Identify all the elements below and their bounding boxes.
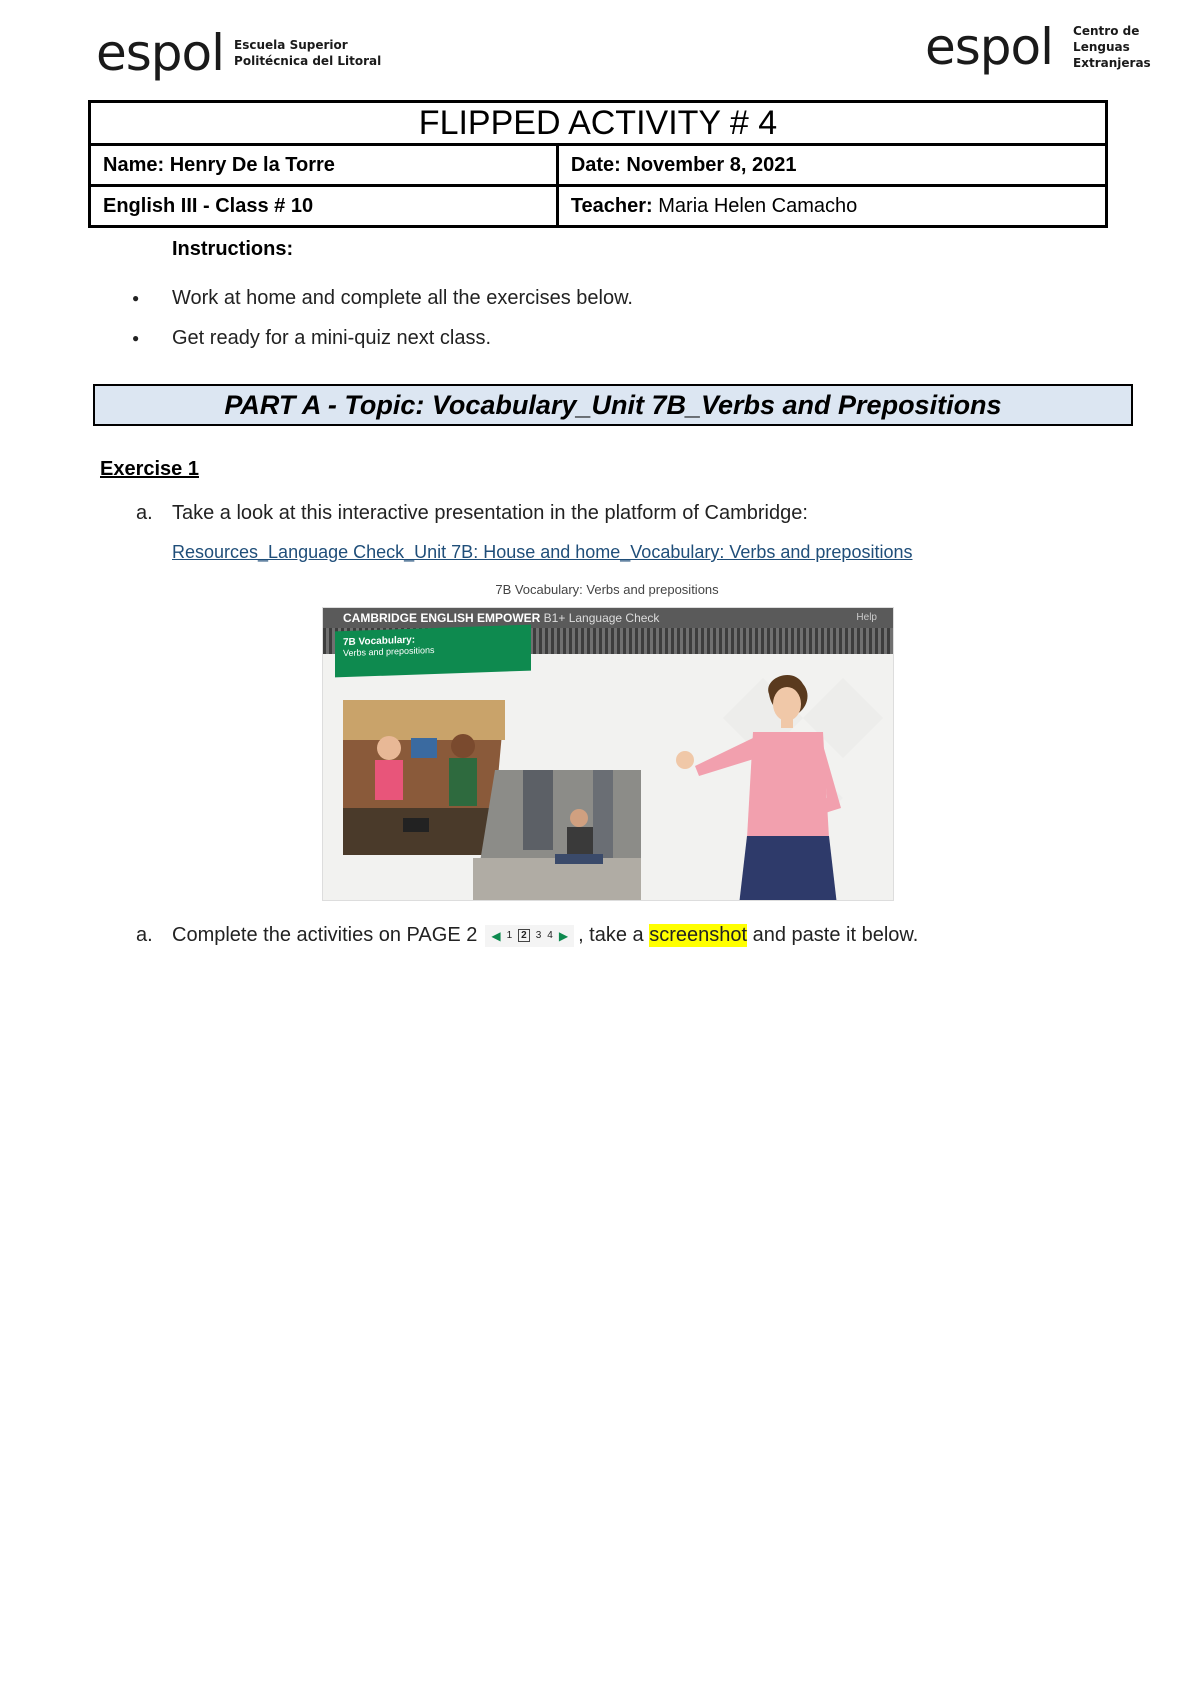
prev-arrow-icon: ◀ (491, 928, 501, 943)
pager-page: 1 (506, 930, 513, 941)
street-photo (473, 770, 641, 900)
list-item: ● Work at home and complete all the exercises below. (132, 286, 633, 326)
highlighted-word: screenshot (649, 924, 748, 946)
step-text: , take a (578, 924, 650, 946)
espol-wordmark: espol (96, 24, 225, 82)
pager-page: 3 (535, 930, 542, 941)
screenshot-caption: 7B Vocabulary: Verbs and prepositions (495, 582, 719, 597)
step-text: and paste it below. (747, 924, 919, 946)
exercise-heading: Exercise 1 (100, 458, 199, 480)
step-marker: a. (136, 502, 153, 524)
step-text: Complete the activities on PAGE 2 (172, 924, 478, 946)
teacher-cell (557, 186, 1106, 227)
exercise-step-a (136, 502, 808, 525)
espol-logo-left (96, 24, 382, 82)
presentation-illustration (323, 608, 893, 900)
help-link: Help (856, 612, 877, 623)
next-arrow-icon: ▶ (558, 928, 569, 943)
student-name: Name: Henry De la Torre (90, 145, 558, 186)
cele-logo-subtitle: Centro de Lenguas Extranjeras (1073, 24, 1151, 70)
part-a-heading: PART A - Topic: Vocabulary_Unit 7B_Verbs and Prepositions (93, 384, 1133, 426)
instructions-heading: Instructions: (172, 238, 294, 260)
instructions-list (132, 286, 633, 366)
page-navigator (485, 925, 574, 947)
pager-page: 4 (547, 930, 553, 941)
list-item: ● Get ready for a mini-quiz next class. (132, 326, 633, 366)
activity-header-table (88, 100, 1108, 228)
espol-wordmark: espol (925, 18, 1054, 76)
teacher-name: Maria Helen Camacho (652, 194, 858, 217)
step-marker: a. (136, 924, 153, 946)
activity-date: Date: November 8, 2021 (557, 145, 1106, 186)
cambridge-brand: CAMBRIDGE ENGLISH EMPOWER (343, 611, 541, 625)
step-text: Take a look at this interactive presentation in the platform of Cambridge: (172, 502, 808, 524)
cambridge-resource-link[interactable]: Resources_Language Check_Unit 7B: House and home_Vocabulary: Verbs and prepositions (172, 542, 913, 562)
exercise-step-b (136, 924, 918, 947)
cambridge-presentation-screenshot (322, 607, 894, 901)
cambridge-level: B1+ Language Check (540, 611, 660, 625)
espol-logo-right (925, 18, 1200, 76)
lesson-title: 7B Vocabulary: (343, 634, 416, 649)
activity-title: FLIPPED ACTIVITY # 4 (90, 102, 1107, 145)
espol-logo-subtitle: Escuela Superior Politécnica del Litoral (234, 38, 382, 68)
pager-page-current: 2 (518, 929, 530, 942)
shop-photo (343, 700, 505, 855)
teacher-label: Teacher: (570, 194, 653, 217)
lesson-subtitle: Verbs and prepositions (343, 644, 435, 659)
course-class: English III - Class # 10 (90, 186, 558, 227)
